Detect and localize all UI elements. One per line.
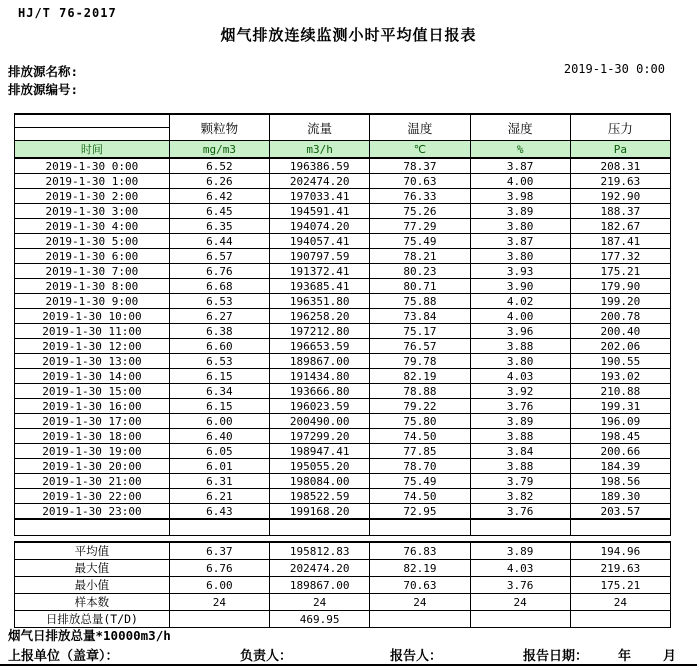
value-cell: 210.88 — [570, 384, 670, 399]
value-cell: 198947.41 — [270, 444, 370, 459]
value-cell: 77.85 — [370, 444, 470, 459]
summary-rows — [15, 542, 671, 628]
value-cell: 80.23 — [370, 264, 470, 279]
table-row — [15, 354, 671, 369]
value-cell: 3.84 — [470, 444, 570, 459]
value-cell: 196653.59 — [270, 339, 370, 354]
table-row — [15, 577, 671, 594]
value-cell: 179.90 — [570, 279, 670, 294]
value-cell: 6.34 — [169, 384, 269, 399]
value-cell: 187.41 — [570, 234, 670, 249]
value-cell: 76.57 — [370, 339, 470, 354]
value-cell: 198522.59 — [270, 489, 370, 504]
table-row — [15, 219, 671, 234]
emission-source-name-label: 排放源名称: — [8, 64, 79, 79]
value-cell: 6.37 — [169, 542, 269, 560]
value-cell — [169, 611, 269, 628]
value-cell: 189.30 — [570, 489, 670, 504]
time-cell: 2019-1-30 4:00 — [15, 219, 170, 234]
value-cell: 194057.41 — [270, 234, 370, 249]
value-cell: 3.82 — [470, 489, 570, 504]
table-row — [15, 560, 671, 577]
value-cell: 469.95 — [270, 611, 370, 628]
value-cell: 70.63 — [370, 174, 470, 189]
value-cell: 24 — [470, 594, 570, 611]
value-cell: 177.32 — [570, 249, 670, 264]
value-cell: 195812.83 — [270, 542, 370, 560]
table-row — [15, 204, 671, 219]
column-header-humidity: 湿度 — [470, 114, 570, 141]
value-cell: 219.63 — [570, 560, 670, 577]
value-cell: 189867.00 — [270, 354, 370, 369]
page-title: 烟气排放连续监测小时平均值日报表 — [220, 26, 477, 44]
time-cell: 2019-1-30 15:00 — [15, 384, 170, 399]
value-cell: 200.78 — [570, 309, 670, 324]
value-cell: 6.26 — [169, 174, 269, 189]
value-cell: 3.88 — [470, 459, 570, 474]
value-cell: 75.49 — [370, 474, 470, 489]
value-cell: 70.63 — [370, 577, 470, 594]
value-cell: 175.21 — [570, 264, 670, 279]
value-cell: 6.35 — [169, 219, 269, 234]
value-cell: 6.01 — [169, 459, 269, 474]
value-cell: 6.45 — [169, 204, 269, 219]
table-header — [15, 114, 671, 158]
table-row — [15, 189, 671, 204]
value-cell: 4.00 — [470, 309, 570, 324]
summary-label-cell: 样本数 — [15, 594, 170, 611]
column-header-pressure: 压力 — [570, 114, 670, 141]
emission-source-code-label: 排放源编号: — [8, 82, 79, 97]
time-cell: 2019-1-30 2:00 — [15, 189, 170, 204]
value-cell — [470, 611, 570, 628]
value-cell: 6.31 — [169, 474, 269, 489]
column-header-temperature: 温度 — [370, 114, 470, 141]
value-cell: 3.90 — [470, 279, 570, 294]
time-cell: 2019-1-30 10:00 — [15, 309, 170, 324]
time-cell: 2019-1-30 5:00 — [15, 234, 170, 249]
value-cell: 73.84 — [370, 309, 470, 324]
value-cell: 194.96 — [570, 542, 670, 560]
table-row — [15, 474, 671, 489]
table-row — [15, 294, 671, 309]
value-cell: 184.39 — [570, 459, 670, 474]
value-cell: 198.45 — [570, 429, 670, 444]
empty-cell — [169, 519, 269, 536]
value-cell: 202.06 — [570, 339, 670, 354]
report-unit-label: 上报单位（盖章）： — [8, 649, 119, 664]
value-cell: 3.88 — [470, 339, 570, 354]
value-cell: 3.92 — [470, 384, 570, 399]
corner-cell-bottom — [15, 128, 170, 141]
value-cell: 208.31 — [570, 158, 670, 174]
corner-cell-top — [15, 114, 170, 128]
summary-label-cell: 日排放总量(T/D) — [15, 611, 170, 628]
value-cell: 6.00 — [169, 414, 269, 429]
value-cell: 3.98 — [470, 189, 570, 204]
time-cell: 2019-1-30 6:00 — [15, 249, 170, 264]
value-cell: 197033.41 — [270, 189, 370, 204]
value-cell: 195055.20 — [270, 459, 370, 474]
table-row — [15, 399, 671, 414]
table-row — [15, 611, 671, 628]
value-cell: 75.80 — [370, 414, 470, 429]
value-cell: 202474.20 — [270, 174, 370, 189]
value-cell: 190797.59 — [270, 249, 370, 264]
value-cell: 6.43 — [169, 504, 269, 520]
time-cell: 2019-1-30 7:00 — [15, 264, 170, 279]
value-cell: 3.80 — [470, 249, 570, 264]
time-cell: 2019-1-30 1:00 — [15, 174, 170, 189]
unit-cell: ℃ — [370, 141, 470, 159]
unit-cell: % — [470, 141, 570, 159]
time-cell: 2019-1-30 9:00 — [15, 294, 170, 309]
value-cell: 191434.80 — [270, 369, 370, 384]
value-cell: 6.68 — [169, 279, 269, 294]
year-label: 年 — [618, 649, 632, 664]
value-cell: 80.71 — [370, 279, 470, 294]
value-cell: 198084.00 — [270, 474, 370, 489]
value-cell: 199.20 — [570, 294, 670, 309]
unit-row — [15, 141, 671, 159]
value-cell: 193685.41 — [270, 279, 370, 294]
time-cell: 2019-1-30 16:00 — [15, 399, 170, 414]
value-cell: 78.37 — [370, 158, 470, 174]
time-cell: 2019-1-30 21:00 — [15, 474, 170, 489]
value-cell: 3.79 — [470, 474, 570, 489]
table-row — [15, 309, 671, 324]
unit-cell: Pa — [570, 141, 670, 159]
table-row — [15, 279, 671, 294]
time-header-cell: 时间 — [15, 141, 170, 159]
value-cell: 3.96 — [470, 324, 570, 339]
value-cell: 6.57 — [169, 249, 269, 264]
table-row — [15, 158, 671, 174]
value-cell: 78.21 — [370, 249, 470, 264]
value-cell: 77.29 — [370, 219, 470, 234]
summary-label-cell: 最小值 — [15, 577, 170, 594]
value-cell: 75.26 — [370, 204, 470, 219]
value-cell: 196023.59 — [270, 399, 370, 414]
table-row — [15, 234, 671, 249]
value-cell: 188.37 — [570, 204, 670, 219]
table-row — [15, 249, 671, 264]
value-cell: 196.09 — [570, 414, 670, 429]
report-date-label: 报告日期： — [523, 649, 589, 664]
value-cell: 3.80 — [470, 219, 570, 234]
empty-cell — [470, 519, 570, 536]
empty-cell — [270, 519, 370, 536]
value-cell: 24 — [169, 594, 269, 611]
value-cell: 203.57 — [570, 504, 670, 520]
value-cell: 79.22 — [370, 399, 470, 414]
table-row — [15, 504, 671, 520]
value-cell: 3.89 — [470, 204, 570, 219]
value-cell: 3.93 — [470, 264, 570, 279]
value-cell: 24 — [270, 594, 370, 611]
value-cell: 75.17 — [370, 324, 470, 339]
table-row — [15, 369, 671, 384]
time-cell: 2019-1-30 18:00 — [15, 429, 170, 444]
value-cell: 196258.20 — [270, 309, 370, 324]
table-row — [15, 384, 671, 399]
value-cell: 3.76 — [470, 504, 570, 520]
value-cell: 4.03 — [470, 560, 570, 577]
value-cell: 4.02 — [470, 294, 570, 309]
time-cell: 2019-1-30 0:00 — [15, 158, 170, 174]
empty-cell — [570, 519, 670, 536]
value-cell: 189867.00 — [270, 577, 370, 594]
value-cell: 182.67 — [570, 219, 670, 234]
time-cell: 2019-1-30 11:00 — [15, 324, 170, 339]
value-cell: 24 — [570, 594, 670, 611]
month-label: 月 — [663, 649, 677, 664]
value-cell — [570, 611, 670, 628]
value-cell — [370, 611, 470, 628]
unit-cell: mg/m3 — [169, 141, 269, 159]
value-cell: 219.63 — [570, 174, 670, 189]
summary-label-cell: 平均值 — [15, 542, 170, 560]
value-cell: 3.80 — [470, 354, 570, 369]
empty-row — [15, 519, 671, 536]
value-cell: 192.90 — [570, 189, 670, 204]
value-cell: 191372.41 — [270, 264, 370, 279]
table-row — [15, 489, 671, 504]
value-cell: 190.55 — [570, 354, 670, 369]
value-cell: 6.27 — [169, 309, 269, 324]
value-cell: 194591.41 — [270, 204, 370, 219]
value-cell: 6.15 — [169, 369, 269, 384]
column-header-particulate: 颗粒物 — [169, 114, 269, 141]
value-cell: 197299.20 — [270, 429, 370, 444]
table-row — [15, 429, 671, 444]
bottom-divider — [0, 664, 697, 666]
time-cell: 2019-1-30 17:00 — [15, 414, 170, 429]
value-cell: 82.19 — [370, 369, 470, 384]
empty-cell — [370, 519, 470, 536]
spacer-section — [15, 519, 671, 542]
value-cell: 72.95 — [370, 504, 470, 520]
value-cell: 193666.80 — [270, 384, 370, 399]
value-cell: 6.76 — [169, 264, 269, 279]
time-cell: 2019-1-30 14:00 — [15, 369, 170, 384]
table-row — [15, 542, 671, 560]
value-cell: 198.56 — [570, 474, 670, 489]
table-row — [15, 444, 671, 459]
daily-total-note: 烟气日排放总量*10000m3/h — [8, 628, 171, 643]
value-cell: 76.83 — [370, 542, 470, 560]
value-cell: 200.66 — [570, 444, 670, 459]
value-cell: 6.53 — [169, 354, 269, 369]
unit-cell: m3/h — [270, 141, 370, 159]
value-cell: 200.40 — [570, 324, 670, 339]
value-cell: 3.87 — [470, 234, 570, 249]
value-cell: 6.05 — [169, 444, 269, 459]
value-cell: 82.19 — [370, 560, 470, 577]
value-cell: 6.52 — [169, 158, 269, 174]
standard-number: HJ/T 76-2017 — [18, 6, 117, 20]
value-cell: 6.21 — [169, 489, 269, 504]
value-cell: 6.76 — [169, 560, 269, 577]
value-cell: 197212.80 — [270, 324, 370, 339]
report-datetime: 2019-1-30 0:00 — [563, 62, 665, 76]
value-cell: 74.50 — [370, 489, 470, 504]
table-row — [15, 459, 671, 474]
value-cell: 199.31 — [570, 399, 670, 414]
value-cell: 6.40 — [169, 429, 269, 444]
value-cell: 4.00 — [470, 174, 570, 189]
time-cell: 2019-1-30 12:00 — [15, 339, 170, 354]
time-cell: 2019-1-30 3:00 — [15, 204, 170, 219]
value-cell: 74.50 — [370, 429, 470, 444]
table-row — [15, 324, 671, 339]
value-cell: 78.70 — [370, 459, 470, 474]
summary-label-cell: 最大值 — [15, 560, 170, 577]
table-row — [15, 414, 671, 429]
value-cell: 75.49 — [370, 234, 470, 249]
time-cell: 2019-1-30 23:00 — [15, 504, 170, 520]
value-cell: 6.60 — [169, 339, 269, 354]
value-cell: 202474.20 — [270, 560, 370, 577]
value-cell: 6.00 — [169, 577, 269, 594]
value-cell: 78.88 — [370, 384, 470, 399]
time-cell: 2019-1-30 22:00 — [15, 489, 170, 504]
column-header-flow: 流量 — [270, 114, 370, 141]
time-cell: 2019-1-30 19:00 — [15, 444, 170, 459]
header-row-top — [15, 114, 671, 128]
value-cell: 200490.00 — [270, 414, 370, 429]
time-cell: 2019-1-30 8:00 — [15, 279, 170, 294]
value-cell: 6.42 — [169, 189, 269, 204]
value-cell: 3.87 — [470, 158, 570, 174]
table-row — [15, 264, 671, 279]
value-cell: 196351.80 — [270, 294, 370, 309]
value-cell: 199168.20 — [270, 504, 370, 520]
value-cell: 6.53 — [169, 294, 269, 309]
value-cell: 79.78 — [370, 354, 470, 369]
value-cell: 193.02 — [570, 369, 670, 384]
time-cell: 2019-1-30 20:00 — [15, 459, 170, 474]
time-cell: 2019-1-30 13:00 — [15, 354, 170, 369]
value-cell: 194074.20 — [270, 219, 370, 234]
monitoring-table — [14, 113, 671, 628]
reporter-label: 报告人： — [390, 649, 443, 664]
value-cell: 6.44 — [169, 234, 269, 249]
value-cell: 196386.59 — [270, 158, 370, 174]
value-cell: 24 — [370, 594, 470, 611]
responsible-person-label: 负责人： — [240, 649, 293, 664]
value-cell: 6.38 — [169, 324, 269, 339]
value-cell: 4.03 — [470, 369, 570, 384]
table-row — [15, 594, 671, 611]
data-rows — [15, 158, 671, 519]
value-cell: 3.76 — [470, 399, 570, 414]
value-cell: 76.33 — [370, 189, 470, 204]
value-cell: 3.76 — [470, 577, 570, 594]
table-row — [15, 174, 671, 189]
value-cell: 75.88 — [370, 294, 470, 309]
table-row — [15, 339, 671, 354]
value-cell: 3.88 — [470, 429, 570, 444]
empty-cell — [15, 519, 170, 536]
value-cell: 3.89 — [470, 542, 570, 560]
value-cell: 175.21 — [570, 577, 670, 594]
value-cell: 6.15 — [169, 399, 269, 414]
value-cell: 3.89 — [470, 414, 570, 429]
